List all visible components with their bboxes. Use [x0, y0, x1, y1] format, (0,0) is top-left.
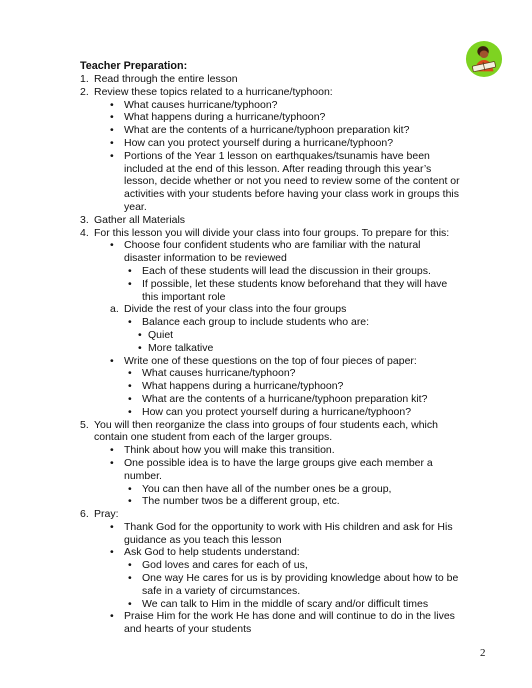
list-item-text: Read through the entire lesson — [94, 73, 238, 85]
list-marker: • — [110, 239, 114, 252]
list-item — [80, 265, 460, 278]
list-item — [80, 598, 460, 611]
list-marker: • — [110, 520, 114, 533]
list-item — [80, 278, 460, 304]
list-marker: 6. — [80, 508, 89, 521]
list-item-text: Portions of the Year 1 lesson on earthquakes/tsunamis have been included at the end of this lesson. After reading through this year’s lesson, decide whether or not you need to review some of the content or activities with your students before having your class work in groups this year. — [124, 149, 460, 213]
list-marker: • — [110, 444, 114, 457]
list-item-text: More talkative — [148, 341, 214, 354]
list-item — [80, 457, 460, 483]
list-item — [80, 559, 460, 572]
list-item-text: Pray: — [94, 508, 119, 521]
list-item — [80, 303, 460, 316]
list-item-text: What are the contents of a hurricane/typhoon preparation kit? — [142, 392, 428, 405]
list-item — [80, 99, 460, 112]
list-item — [80, 419, 460, 445]
list-marker: • — [128, 316, 132, 329]
list-item-text: God loves and cares for each of us, — [142, 559, 308, 572]
list-marker: • — [128, 495, 132, 508]
list-item — [80, 239, 460, 265]
list-item-text: If possible, let these students know beforehand that they will have this important role — [142, 277, 448, 303]
list-item-text: Each of these students will lead the discussion in their groups. — [142, 264, 431, 277]
list-item — [80, 214, 460, 227]
list-marker: • — [128, 572, 132, 585]
list-marker: • — [110, 456, 114, 469]
list-item — [80, 342, 460, 355]
list-item-text: For this lesson you will divide your class into four groups. To prepare for this: — [94, 226, 450, 239]
list-item-text: Balance each group to include students who are: — [142, 316, 370, 329]
list-item-text: Divide the rest of your class into the four groups — [124, 303, 347, 316]
list-marker: • — [110, 98, 114, 111]
list-item — [80, 495, 460, 508]
list-item — [80, 124, 460, 137]
list-item — [80, 483, 460, 496]
list-item-text: Quiet — [148, 328, 174, 341]
list-item-text: One possible idea is to have the large groups give each member a number. — [124, 456, 433, 482]
list-marker: 3. — [80, 213, 89, 226]
list-item — [80, 329, 460, 342]
list-marker: • — [128, 380, 132, 393]
list-item — [80, 355, 460, 368]
list-item-text: How can you protect yourself during a hurricane/typhoon? — [142, 405, 412, 418]
list-item — [80, 610, 460, 636]
list-item — [80, 444, 460, 457]
list-marker: • — [138, 341, 142, 354]
preparation-list — [80, 73, 460, 636]
list-item — [80, 546, 460, 559]
list-item — [80, 521, 460, 547]
list-marker: • — [110, 354, 114, 367]
page-number: 2 — [480, 647, 486, 659]
list-item — [80, 380, 460, 393]
list-marker: 1. — [80, 73, 89, 85]
list-marker: • — [128, 264, 132, 277]
list-item-text: You will then reorganize the class into groups of four students each, which contain one student from each of the larger groups. — [94, 418, 438, 444]
list-marker: 4. — [80, 226, 89, 239]
list-marker: • — [110, 149, 114, 162]
list-marker: 5. — [80, 418, 89, 431]
list-item-text: What causes hurricane/typhoon? — [124, 98, 278, 111]
list-item-text: The number twos be a different group, etc. — [142, 495, 340, 508]
list-item — [80, 86, 460, 99]
list-item-text: Think about how you will make this transition. — [124, 444, 335, 457]
list-item — [80, 137, 460, 150]
list-item — [80, 367, 460, 380]
list-marker: • — [128, 392, 132, 405]
list-marker: • — [128, 597, 132, 610]
list-marker: • — [110, 610, 114, 623]
list-item — [80, 316, 460, 329]
list-marker: • — [110, 111, 114, 124]
student-reading-icon — [465, 40, 503, 78]
list-item-text: Gather all Materials — [94, 213, 186, 226]
page-title: Teacher Preparation: — [80, 60, 188, 72]
list-marker: • — [110, 136, 114, 149]
list-marker: • — [128, 405, 132, 418]
list-marker: 2. — [80, 85, 89, 98]
list-item-text: How can you protect yourself during a hurricane/typhoon? — [124, 136, 394, 149]
list-item-text: What causes hurricane/typhoon? — [142, 367, 296, 380]
list-item — [80, 393, 460, 406]
list-item-text: Write one of these questions on the top of four pieces of paper: — [124, 354, 417, 367]
list-item — [80, 150, 460, 214]
list-item — [80, 406, 460, 419]
list-item-text: Thank God for the opportunity to work with His children and ask for His guidance as you teach this lesson — [124, 520, 453, 546]
list-item-text: Choose four confident students who are familiar with the natural disaster information to be reviewed — [124, 239, 421, 265]
list-marker: • — [128, 367, 132, 380]
list-item — [80, 508, 460, 521]
list-item — [80, 572, 460, 598]
list-item-text: Praise Him for the work He has done and will continue to do in the lives and hearts of your students — [124, 610, 455, 636]
list-item-text: Review these topics related to a hurricane/typhoon: — [94, 85, 333, 98]
list-item-text: What happens during a hurricane/typhoon? — [142, 380, 344, 393]
list-item-text: What are the contents of a hurricane/typhoon preparation kit? — [124, 124, 410, 137]
list-marker: a. — [110, 303, 119, 316]
list-marker: • — [110, 546, 114, 559]
list-item — [80, 227, 460, 240]
list-item-text: One way He cares for us is by providing knowledge about how to be safe in a variety of circumstances. — [142, 572, 459, 597]
list-marker: • — [138, 328, 142, 341]
list-marker: • — [128, 277, 132, 290]
list-marker: • — [128, 482, 132, 495]
list-item — [80, 111, 460, 124]
list-item-text: What happens during a hurricane/typhoon? — [124, 111, 326, 124]
list-item — [80, 73, 460, 86]
list-item-text: Ask God to help students understand: — [124, 546, 300, 559]
list-marker: • — [128, 559, 132, 572]
list-item-text: We can talk to Him in the middle of scary and/or difficult times — [142, 597, 429, 610]
list-item-text: You can then have all of the number ones be a group, — [142, 482, 392, 495]
list-marker: • — [110, 124, 114, 137]
